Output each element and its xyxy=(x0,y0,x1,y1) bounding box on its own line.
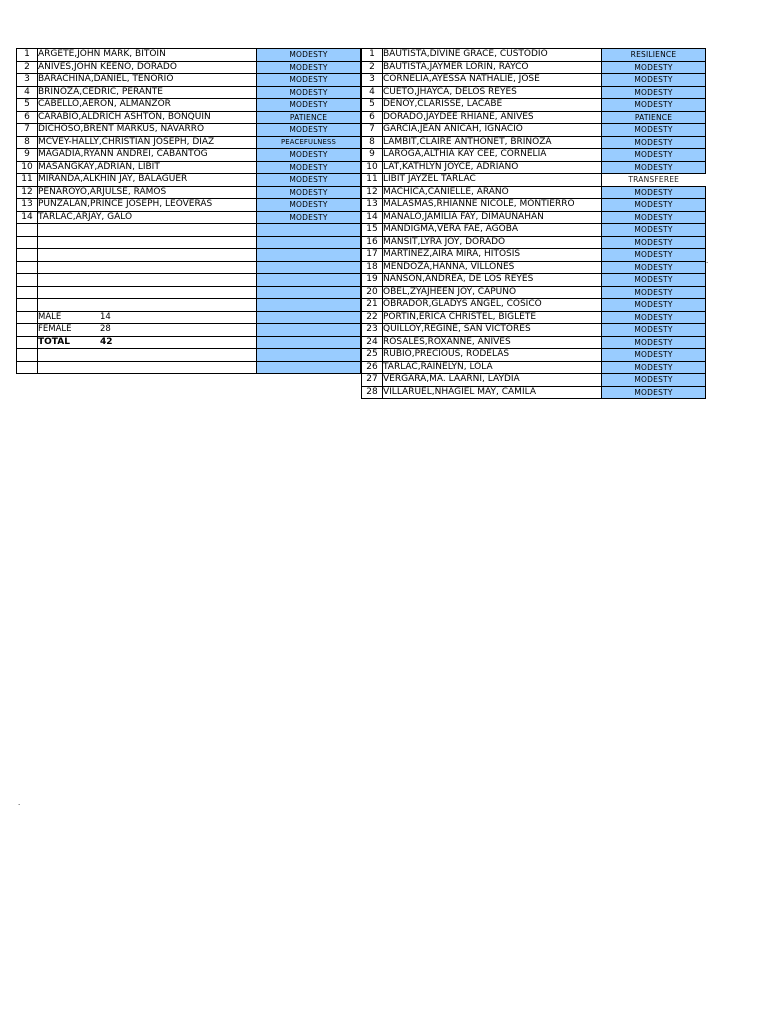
male-number: 3 xyxy=(17,74,38,87)
table-row xyxy=(17,74,361,87)
female-trait: RESILIENCE xyxy=(602,49,706,62)
female-trait: MODESTY xyxy=(602,324,706,337)
female-count-value: 28 xyxy=(100,324,111,335)
table-row xyxy=(362,49,706,62)
male-number: 11 xyxy=(17,174,38,187)
male-number: 2 xyxy=(17,61,38,74)
table-row xyxy=(362,149,706,162)
male-trait: MODESTY xyxy=(257,74,361,87)
female-number: 1 xyxy=(362,49,383,62)
table-row xyxy=(17,286,361,299)
table-row xyxy=(17,236,361,249)
table-row xyxy=(362,286,706,299)
female-name: RUBIO,PRECIOUS, RODELAS xyxy=(383,349,602,362)
table-row xyxy=(17,136,361,149)
male-number xyxy=(17,224,38,237)
male-trait: MODESTY xyxy=(257,161,361,174)
female-name: ROSALES,ROXANNE, ANIVES xyxy=(383,336,602,349)
female-name: DENOY,CLARISSE, LACABE xyxy=(383,99,602,112)
male-name: MASANGKAY,ADRIAN, LIBIT xyxy=(38,161,257,174)
male-number xyxy=(17,261,38,274)
female-trait: MODESTY xyxy=(602,161,706,174)
table-row xyxy=(362,136,706,149)
stray-mark-right: . xyxy=(706,256,709,265)
male-name: BRIÑOZA,CEDRIC, PERANTE xyxy=(38,86,257,99)
female-number: 9 xyxy=(362,149,383,162)
male-name: CABELLO,AERON, ALMANZOR xyxy=(38,99,257,112)
table-row xyxy=(17,249,361,262)
table-row xyxy=(17,49,361,62)
table-row xyxy=(362,349,706,362)
male-trait: MODESTY xyxy=(257,199,361,212)
table-row xyxy=(362,186,706,199)
table-row xyxy=(362,374,706,387)
table-row xyxy=(362,174,706,187)
female-student-table xyxy=(361,48,709,399)
female-number: 10 xyxy=(362,161,383,174)
total-count-value: 42 xyxy=(100,336,113,347)
female-count-row xyxy=(17,324,361,337)
male-name: MAGADIA,RYANN ANDREI, CABANTOG xyxy=(38,149,257,162)
female-name: LAT,KATHLYN JOYCE, ADRIANO xyxy=(383,161,602,174)
table-row xyxy=(362,124,706,137)
table-row xyxy=(17,361,361,374)
female-trait: MODESTY xyxy=(602,236,706,249)
table-row xyxy=(362,236,706,249)
male-count-label: MALE xyxy=(38,311,62,322)
male-trait: PATIENCE xyxy=(257,111,361,124)
male-number: 8 xyxy=(17,136,38,149)
female-number: 7 xyxy=(362,124,383,137)
female-trait: MODESTY xyxy=(602,374,706,387)
male-number: 6 xyxy=(17,111,38,124)
male-name xyxy=(38,361,257,374)
female-name: MENDOZA,HANNA, VILLONES xyxy=(383,261,602,274)
table-row xyxy=(362,111,706,124)
table-row xyxy=(17,61,361,74)
male-name xyxy=(38,274,257,287)
male-number xyxy=(17,299,38,312)
female-name: LAROGA,ALTHIA KAY CEE, CORNELIA xyxy=(383,149,602,162)
male-number xyxy=(17,286,38,299)
male-name xyxy=(38,224,257,237)
female-number: 16 xyxy=(362,236,383,249)
female-name: BAUTISTA,JAYMER LORIN, RAYCO xyxy=(383,61,602,74)
female-number: 23 xyxy=(362,324,383,337)
female-number: 5 xyxy=(362,99,383,112)
table-row xyxy=(17,299,361,312)
female-trait: MODESTY xyxy=(602,136,706,149)
total-count-label: TOTAL xyxy=(38,336,70,347)
male-trait xyxy=(257,224,361,237)
male-trait: MODESTY xyxy=(257,99,361,112)
female-name: LIBIT JAYZEL TARLAC xyxy=(383,174,602,187)
table-row xyxy=(362,161,706,174)
table-row xyxy=(362,199,706,212)
male-number xyxy=(17,349,38,362)
male-count-row xyxy=(17,311,361,324)
female-number: 21 xyxy=(362,299,383,312)
female-name: TARLAC,RAINELYN, LOLA xyxy=(383,361,602,374)
table-row xyxy=(17,349,361,362)
male-trait xyxy=(257,324,361,337)
stray-mark: . xyxy=(18,798,21,807)
table-row xyxy=(362,86,706,99)
female-count-label: FEMALE xyxy=(38,324,72,335)
table-row xyxy=(362,74,706,87)
table-row xyxy=(362,386,706,399)
table-row xyxy=(17,224,361,237)
male-trait xyxy=(257,274,361,287)
male-trait xyxy=(257,349,361,362)
table-row xyxy=(17,86,361,99)
female-number: 3 xyxy=(362,74,383,87)
female-name: MANALO,JAMILIA FAY, DIMAUNAHAN xyxy=(383,211,602,224)
female-number: 6 xyxy=(362,111,383,124)
female-number: 18 xyxy=(362,261,383,274)
female-name: BAUTISTA,DIVINE GRACE, CUSTODIO xyxy=(383,49,602,62)
male-number: 5 xyxy=(17,99,38,112)
female-name: LAMBIT,CLAIRE ANTHONET, BRIÑOZA xyxy=(383,136,602,149)
table-row xyxy=(362,324,706,337)
male-number: 1 xyxy=(17,49,38,62)
female-trait: MODESTY xyxy=(602,199,706,212)
female-name: NANSON,ANDREA, DE LOS REYES xyxy=(383,274,602,287)
male-trait: MODESTY xyxy=(257,124,361,137)
female-trait: MODESTY xyxy=(602,61,706,74)
male-name: BARACHINA,DANIEL, TENORIO xyxy=(38,74,257,87)
female-trait: MODESTY xyxy=(602,149,706,162)
female-trait: MODESTY xyxy=(602,186,706,199)
female-number: 25 xyxy=(362,349,383,362)
male-number: 4 xyxy=(17,86,38,99)
male-trait xyxy=(257,261,361,274)
female-name: MANDIGMA,VERA FAE, AGOBA xyxy=(383,224,602,237)
male-name: MIRANDA,ALKHIN JAY, BALAGUER xyxy=(38,174,257,187)
female-number: 20 xyxy=(362,286,383,299)
male-trait: MODESTY xyxy=(257,86,361,99)
table-row xyxy=(362,211,706,224)
male-student-table xyxy=(16,48,361,374)
female-number: 4 xyxy=(362,86,383,99)
female-name: PORTIN,ERICA CHRISTEL, BIGLETE xyxy=(383,311,602,324)
female-trait: MODESTY xyxy=(602,349,706,362)
female-name: VERGARA,MA. LAARNI, LAYDIA xyxy=(383,374,602,387)
male-name: TARLAC,ARJAY, GALO xyxy=(38,211,257,224)
female-name: MACHICA,CANIELLE, ARANO xyxy=(383,186,602,199)
male-number: 13 xyxy=(17,199,38,212)
male-trait xyxy=(257,299,361,312)
female-number: 14 xyxy=(362,211,383,224)
female-trait: MODESTY xyxy=(602,249,706,262)
female-name: GARCIA,JEAN ANICAH, IGNACIO xyxy=(383,124,602,137)
male-count-value: 14 xyxy=(100,311,111,322)
female-trait: MODESTY xyxy=(602,336,706,349)
female-number: 17 xyxy=(362,249,383,262)
female-trait: MODESTY xyxy=(602,211,706,224)
male-number: 12 xyxy=(17,186,38,199)
total-count-row xyxy=(17,336,361,349)
male-name: MCVEY-HALLY,CHRISTIAN JOSEPH, DIAZ xyxy=(38,136,257,149)
table-row xyxy=(362,311,706,324)
male-name xyxy=(38,324,257,337)
male-number xyxy=(17,249,38,262)
male-trait xyxy=(257,249,361,262)
female-trait: MODESTY xyxy=(602,86,706,99)
table-row xyxy=(17,211,361,224)
female-number: 15 xyxy=(362,224,383,237)
female-name: VILLARUEL,NHAGIEL MAY, CAMILA xyxy=(383,386,602,399)
table-row xyxy=(362,249,706,262)
female-number: 12 xyxy=(362,186,383,199)
male-trait: MODESTY xyxy=(257,186,361,199)
male-name xyxy=(38,349,257,362)
table-row xyxy=(17,199,361,212)
male-trait xyxy=(257,286,361,299)
male-trait xyxy=(257,361,361,374)
female-trait: MODESTY xyxy=(602,386,706,399)
table-row xyxy=(17,111,361,124)
female-number: 22 xyxy=(362,311,383,324)
table-row xyxy=(17,274,361,287)
male-trait: MODESTY xyxy=(257,61,361,74)
male-trait xyxy=(257,336,361,349)
male-trait: MODESTY xyxy=(257,174,361,187)
table-row xyxy=(362,261,706,274)
female-number: 8 xyxy=(362,136,383,149)
male-name: PUNZALAN,PRINCE JOSEPH, LEOVERAS xyxy=(38,199,257,212)
table-row xyxy=(17,174,361,187)
female-trait: MODESTY xyxy=(602,311,706,324)
male-number xyxy=(17,311,38,324)
female-name: QUILLOY,REGINE, SAN VICTORES xyxy=(383,324,602,337)
table-row xyxy=(17,186,361,199)
male-name xyxy=(38,299,257,312)
female-number: 26 xyxy=(362,361,383,374)
male-name: DICHOSO,BRENT MARKUS, NAVARRO xyxy=(38,124,257,137)
male-trait xyxy=(257,236,361,249)
female-trait: MODESTY xyxy=(602,261,706,274)
female-number: 2 xyxy=(362,61,383,74)
table-row xyxy=(362,336,706,349)
table-row xyxy=(17,261,361,274)
female-name: OBRADOR,GLADYS ANGEL, COSICO xyxy=(383,299,602,312)
male-name: PEÑAROYO,ARJULSE, RAMOS xyxy=(38,186,257,199)
female-trait: MODESTY xyxy=(602,286,706,299)
table-row xyxy=(362,224,706,237)
male-trait: MODESTY xyxy=(257,149,361,162)
male-name xyxy=(38,249,257,262)
table-row xyxy=(362,61,706,74)
female-number: 19 xyxy=(362,274,383,287)
table-row xyxy=(17,124,361,137)
male-number xyxy=(17,236,38,249)
male-number: 7 xyxy=(17,124,38,137)
table-row xyxy=(17,99,361,112)
male-number xyxy=(17,336,38,349)
table-row xyxy=(17,149,361,162)
male-name xyxy=(38,311,257,324)
male-trait: MODESTY xyxy=(257,49,361,62)
female-trait: MODESTY xyxy=(602,124,706,137)
male-trait xyxy=(257,311,361,324)
male-number xyxy=(17,324,38,337)
female-name: CORNELIA,AYESSA NATHALIE, JOSE xyxy=(383,74,602,87)
female-trait: MODESTY xyxy=(602,299,706,312)
table-row xyxy=(362,99,706,112)
female-number: 13 xyxy=(362,199,383,212)
male-number xyxy=(17,274,38,287)
female-name: OBEL,ZYAJHEEN JOY, CAPUNO xyxy=(383,286,602,299)
female-name: MARTINEZ,AIRA MIRA, HITOSIS xyxy=(383,249,602,262)
male-number: 14 xyxy=(17,211,38,224)
male-trait: MODESTY xyxy=(257,211,361,224)
male-number: 9 xyxy=(17,149,38,162)
table-row xyxy=(362,361,706,374)
table-row xyxy=(17,161,361,174)
female-trait: TRANSFEREE xyxy=(602,174,706,187)
male-number: 10 xyxy=(17,161,38,174)
male-name: ANIVES,JOHN KEENO, DORADO xyxy=(38,61,257,74)
female-trait: MODESTY xyxy=(602,74,706,87)
female-number: 11 xyxy=(362,174,383,187)
female-number: 24 xyxy=(362,336,383,349)
female-trait: PATIENCE xyxy=(602,111,706,124)
male-name: ARGETE,JOHN MARK, BITOIN xyxy=(38,49,257,62)
female-trait: MODESTY xyxy=(602,274,706,287)
female-name: CUETO,JHAYCA, DELOS REYES xyxy=(383,86,602,99)
female-number: 28 xyxy=(362,386,383,399)
male-name xyxy=(38,336,257,349)
male-trait: PEACEFULNESS xyxy=(257,136,361,149)
male-name xyxy=(38,286,257,299)
male-number xyxy=(17,361,38,374)
table-row xyxy=(362,299,706,312)
female-trait: MODESTY xyxy=(602,224,706,237)
male-name xyxy=(38,261,257,274)
female-name: MALASMAS,RHIANNE NICOLE, MONTIERRO xyxy=(383,199,602,212)
female-trait: MODESTY xyxy=(602,361,706,374)
female-trait: MODESTY xyxy=(602,99,706,112)
female-name: DORADO,JAYDEE RHIANE, ANIVES xyxy=(383,111,602,124)
female-number: 27 xyxy=(362,374,383,387)
male-name: CARABIO,ALDRICH ASHTON, BONQUIN xyxy=(38,111,257,124)
male-name xyxy=(38,236,257,249)
table-row xyxy=(362,274,706,287)
female-name: MANSIT,LYRA JOY, DORADO xyxy=(383,236,602,249)
